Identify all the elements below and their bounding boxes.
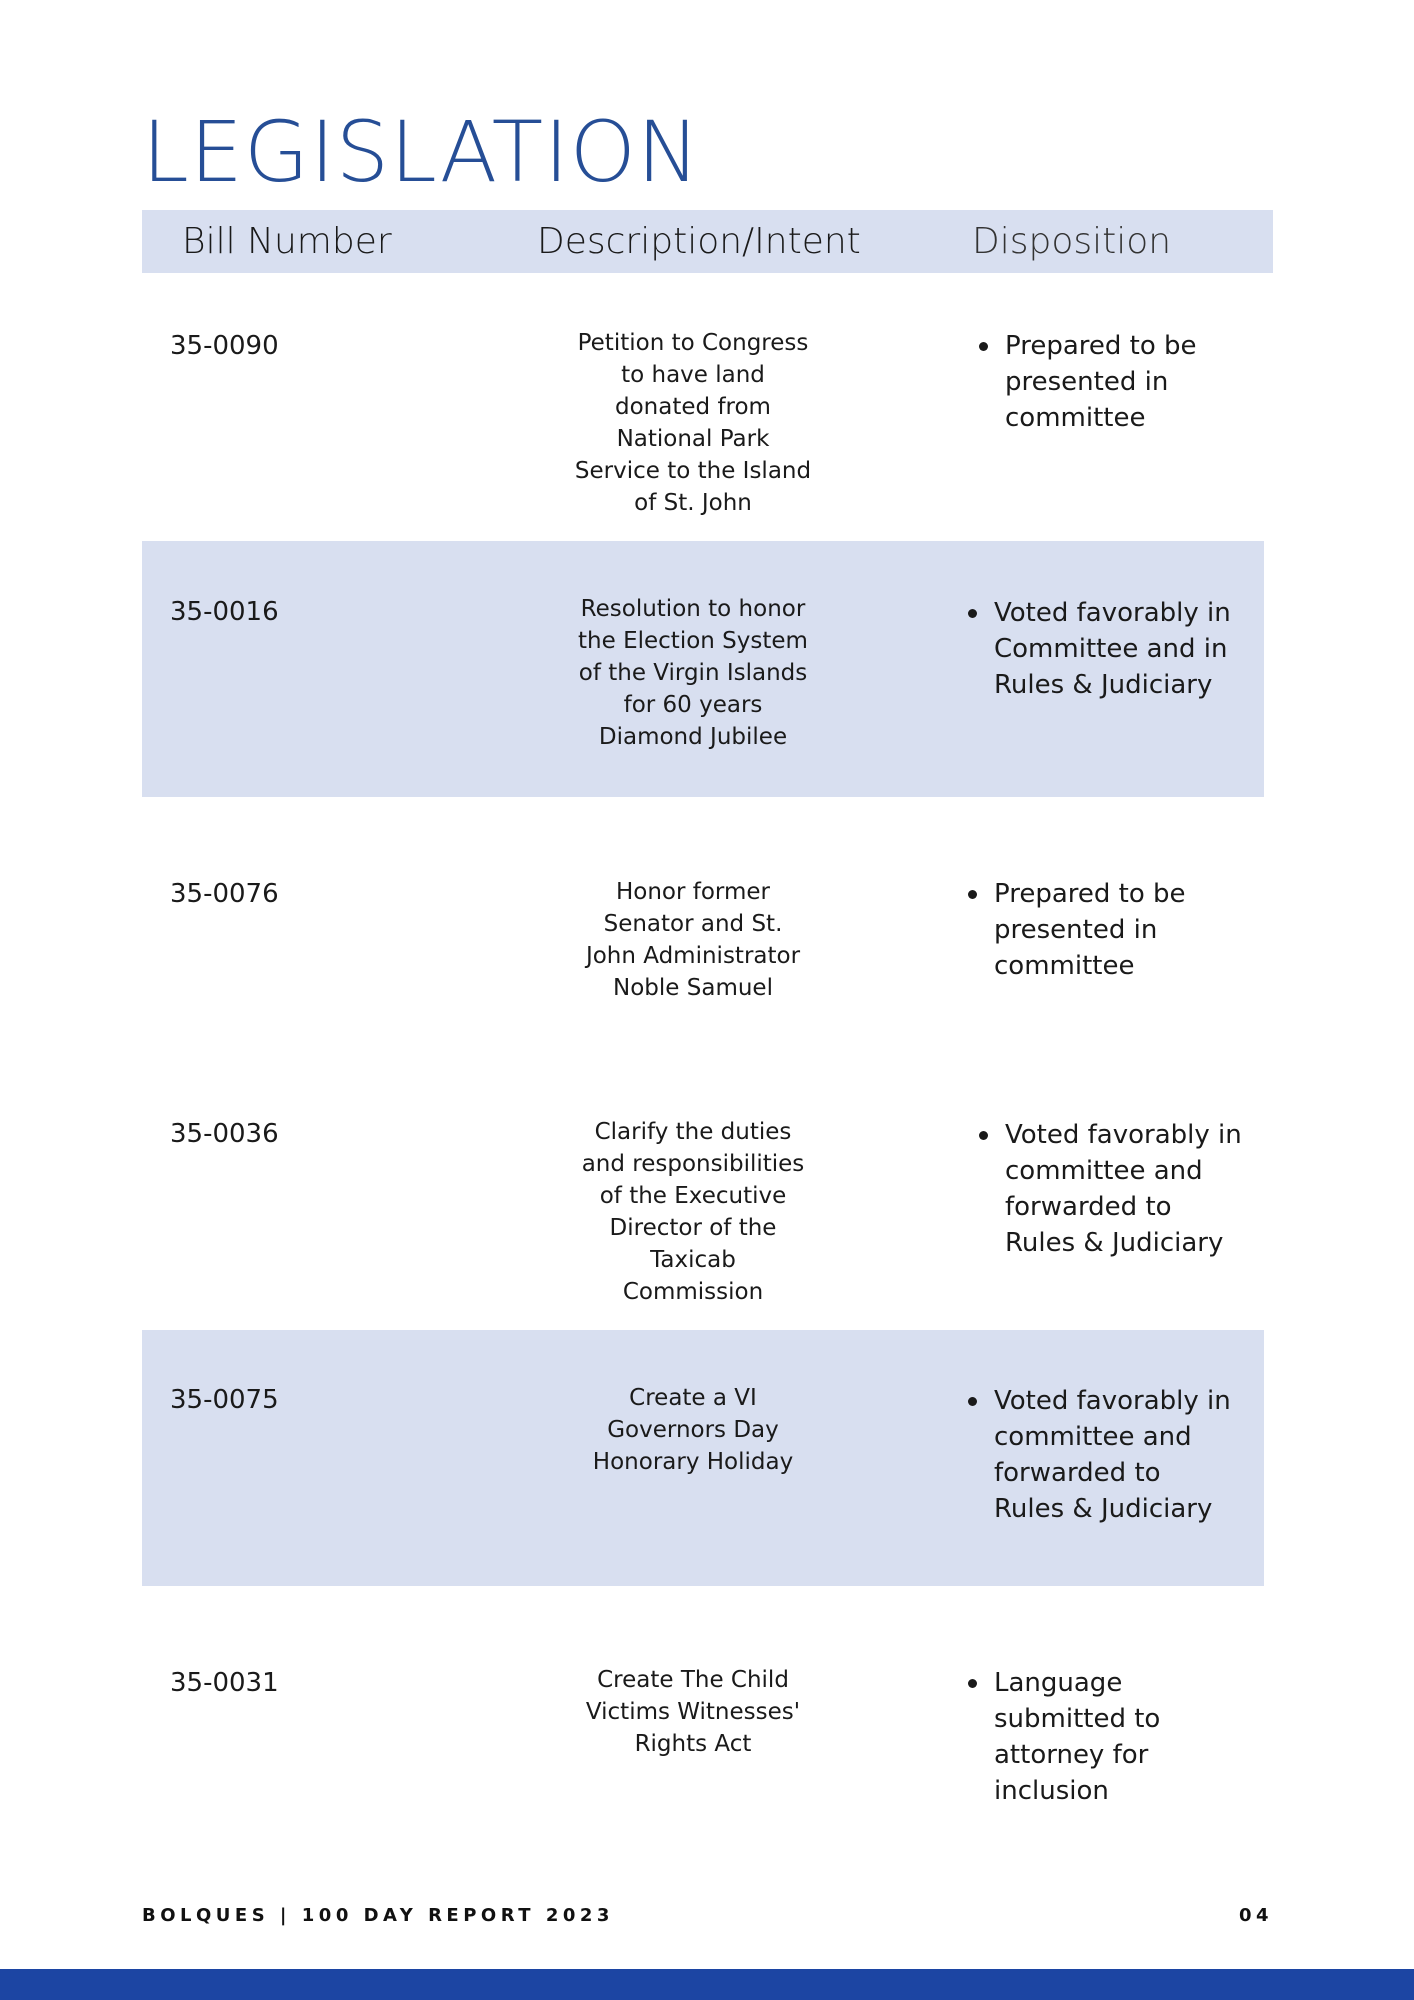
bullet-icon bbox=[979, 1131, 988, 1140]
footer-page-number: 04 bbox=[1238, 1905, 1273, 1926]
bill-number: 35-0031 bbox=[170, 1668, 279, 1698]
disposition-item: Language submitted to attorney for inclusion bbox=[962, 1665, 1232, 1809]
footer-report-label: BOLQUES | 100 DAY REPORT 2023 bbox=[142, 1905, 614, 1926]
bill-disposition bbox=[973, 1117, 1243, 1261]
bill-description: Petition to Congress to have land donated from National Park Service to the Island of St. John bbox=[574, 330, 812, 516]
bullet-icon bbox=[968, 1397, 977, 1406]
bill-number: 35-0075 bbox=[170, 1385, 279, 1415]
bill-number: 35-0016 bbox=[170, 597, 279, 627]
bill-description: Create a VI Governors Day Honorary Holiday bbox=[592, 1385, 794, 1475]
bullet-icon bbox=[968, 890, 977, 899]
bill-description: Resolution to honor the Election System of the Virgin Islands for 60 years Diamond Jubilee bbox=[578, 596, 808, 750]
bill-description: Clarify the duties and responsibilities of the Executive Director of the Taxicab Commission bbox=[581, 1119, 805, 1305]
bill-description: Honor former Senator and St. John Administrator Noble Samuel bbox=[585, 879, 801, 1001]
bullet-icon bbox=[968, 1679, 977, 1688]
disposition-item: Voted favorably in committee and forwarded to Rules & Judiciary bbox=[973, 1117, 1243, 1261]
bottom-accent-bar bbox=[0, 1969, 1414, 2000]
bill-number: 35-0036 bbox=[170, 1119, 279, 1149]
bill-description: Create The Child Victims Witnesses' Rights Act bbox=[585, 1667, 801, 1757]
bill-disposition bbox=[962, 1383, 1232, 1527]
bill-disposition bbox=[962, 1665, 1232, 1809]
header-bill-number: Bill Number bbox=[182, 221, 392, 262]
bullet-icon bbox=[979, 342, 988, 351]
bill-number: 35-0090 bbox=[170, 331, 279, 361]
bill-number: 35-0076 bbox=[170, 879, 279, 909]
bill-disposition bbox=[973, 328, 1243, 436]
header-description: Description/Intent bbox=[537, 221, 861, 262]
page-title: LEGISLATION bbox=[142, 103, 701, 201]
disposition-item: Voted favorably in committee and forwarded to Rules & Judiciary bbox=[962, 1383, 1232, 1527]
bill-disposition bbox=[962, 595, 1232, 703]
bullet-icon bbox=[968, 609, 977, 618]
bill-disposition bbox=[962, 876, 1232, 984]
header-disposition: Disposition bbox=[972, 221, 1172, 262]
disposition-item: Prepared to be presented in committee bbox=[962, 876, 1232, 984]
disposition-item: Voted favorably in Committee and in Rules & Judiciary bbox=[962, 595, 1232, 703]
disposition-item: Prepared to be presented in committee bbox=[973, 328, 1243, 436]
table-header bbox=[142, 210, 1273, 273]
